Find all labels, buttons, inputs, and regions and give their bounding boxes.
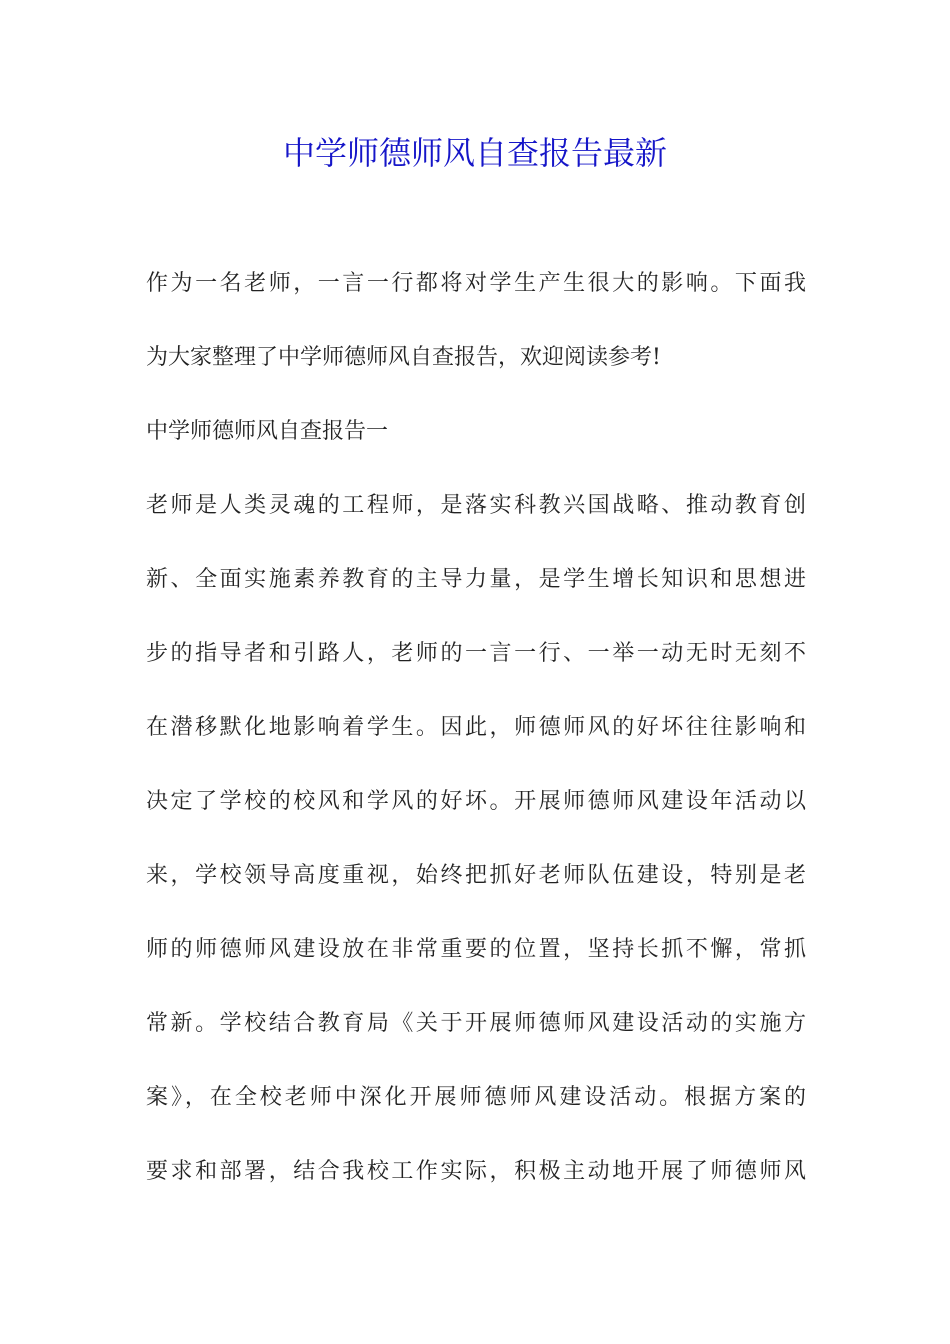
section-heading: 中学师德师风自查报告一 (146, 419, 389, 444)
body-line: 在潜移默化地影响着学生。因此，师德师风的好坏往往影响和 (146, 715, 806, 740)
document-title: 中学师德师风自查报告最新 (282, 134, 667, 172)
body-line: 新、全面实施素养教育的主导力量，是学生增长知识和思想进 (146, 567, 806, 592)
body-line: 老师是人类灵魂的工程师，是落实科教兴国战略、推动教育创 (146, 493, 806, 518)
intro-line: 为大家整理了中学师德师风自查报告，欢迎阅读参考! (146, 345, 661, 370)
body-line: 决定了学校的校风和学风的好坏。开展师德师风建设年活动以 (146, 789, 806, 814)
intro-line: 作为一名老师，一言一行都将对学生产生很大的影响。下面我 (146, 271, 806, 296)
body-line: 案》，在全校老师中深化开展师德师风建设活动。根据方案的 (146, 1085, 806, 1110)
body-line: 来，学校领导高度重视，始终把抓好老师队伍建设，特别是老 (146, 863, 806, 888)
body-line: 步的指导者和引路人，老师的一言一行、一举一动无时无刻不 (146, 641, 806, 666)
body-line: 要求和部署，结合我校工作实际，积极主动地开展了师德师风 (146, 1159, 806, 1184)
body-line: 常新。学校结合教育局《关于开展师德师风建设活动的实施方 (146, 1011, 806, 1036)
body-line: 师的师德师风建设放在非常重要的位置，坚持长抓不懈，常抓 (146, 937, 806, 962)
